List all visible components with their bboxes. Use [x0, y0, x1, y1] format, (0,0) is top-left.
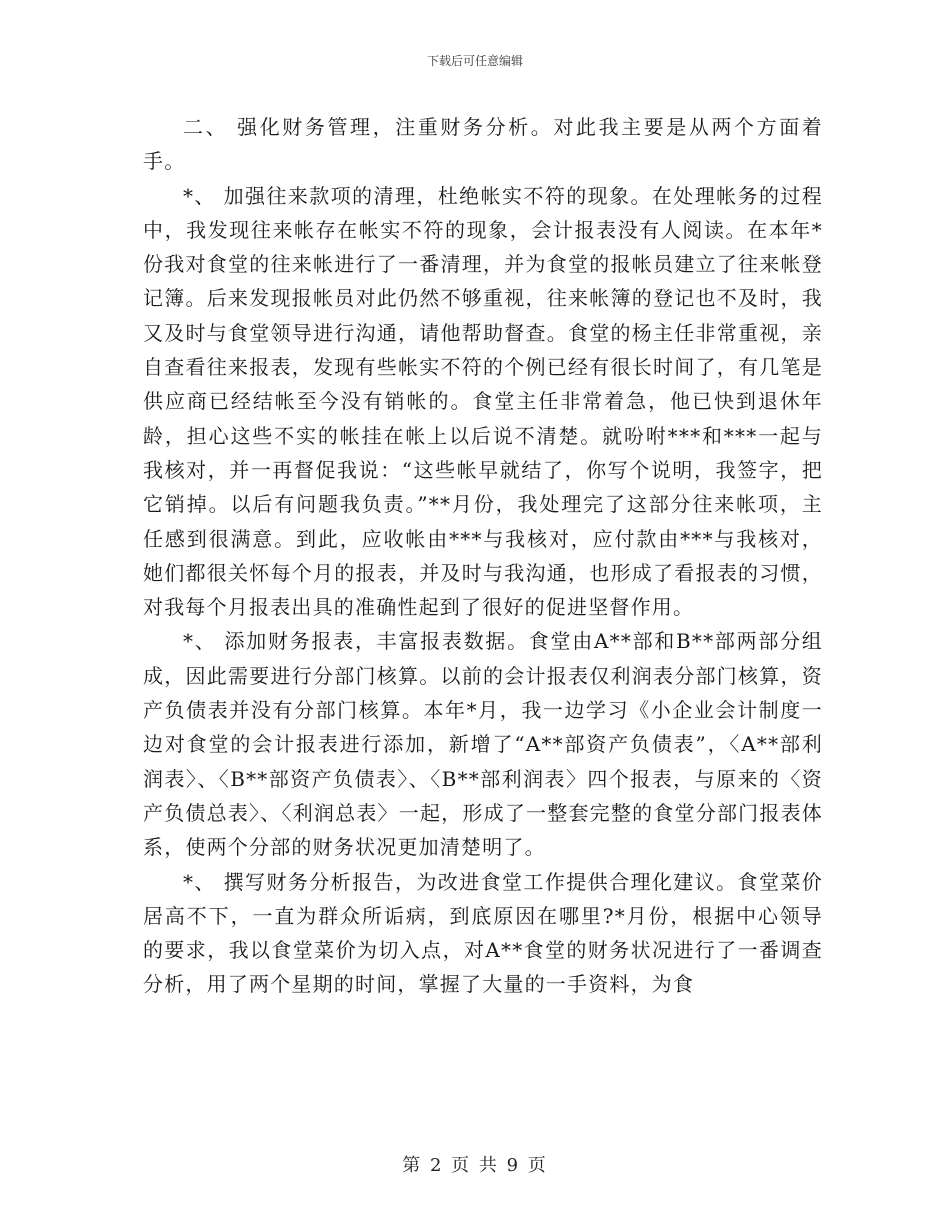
paragraph-accounts-cleanup: *、 加强往来款项的清理，杜绝帐实不符的现象。在处理帐务的过程中，我发现往来帐存在帐实不符的现象，会计报表没有人阅读。在本年*份我对食堂的往来帐进行了一番清理，并为食堂的报帐员建立了往来帐登记簿。后来发现报帐员对此仍然不够重视，往来帐簿的登记也不及时，我又及时与食堂领导进行沟通，请他帮助督查。食堂的杨主任非常重视，亲自查看往来报表，发现有些帐实不符的个例已经有很长时间了，有几笔是供应商已经结帐至今没有销帐的。食堂主任非常着急，他已快到退休年龄，担心这些不实的帐挂在帐上以后说不清楚。就吩咐***和***一起与我核对，并一再督促我说：“这些帐早就结了，你写个说明，我签字，把它销掉。以后有问题我负责。”**月份，我处理完了这部分往来帐项，主任感到很满意。到此，应收帐由***与我核对，应付款由***与我核对，她们都很关怀每个月的报表，并及时与我沟通，也形成了看报表的习惯，对我每个月报表出具的准确性起到了很好的促进坚督作用。	[143, 183, 823, 620]
paragraph-section-heading: 二、 强化财务管理，注重财务分析。对此我主要是从两个方面着手。	[143, 115, 823, 174]
page-header: 下载后可任意编辑	[426, 54, 523, 68]
paragraph-financial-reports: *、 添加财务报表，丰富报表数据。食堂由A**部和B**部两部分组成，因此需要进行分部门核算。以前的会计报表仅利润表分部门核算，资产负债表并没有分部门核算。本年*月，我一边学习《小企业会计制度一边对食堂的会计报表进行添加，新增了“A**部资产负债表”，〈A**部利润表〉、〈B**部资产负债表〉、〈B**部利润表〉四个报表，与原来的〈资产负债总表〉、〈利润总表〉一起，形成了一整套完整的食堂分部门报表体系，使两个分部的财务状况更加清楚明了。	[143, 629, 823, 860]
page-footer: 第 2 页 共 9 页	[402, 1155, 548, 1176]
document-body	[143, 110, 823, 1002]
paragraph-analysis-report: *、 撰写财务分析报告，为改进食堂工作提供合理化建议。食堂菜价居高不下，一直为群众所诟病，到底原因在哪里?*月份，根据中心领导的要求，我以食堂菜价为切入点，对A**食堂的财务状况进行了一番调查分析，用了两个星期的时间，掌握了大量的一手资料，为食	[143, 869, 823, 997]
